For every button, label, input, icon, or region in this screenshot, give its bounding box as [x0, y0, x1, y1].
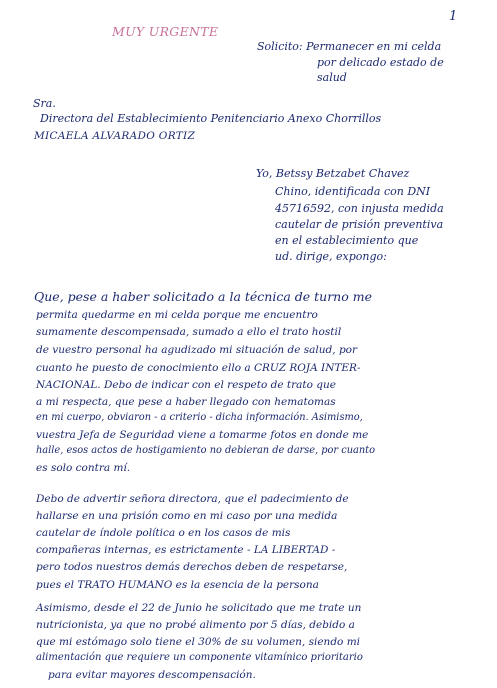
sender-line: 45716592, con injusta medida [275, 202, 444, 215]
paragraph-line: permita quedarme en mi celda porque me encuentro [36, 309, 318, 321]
paragraph-line: nutricionista, ya que no probé alimento por 5 días, debido a [36, 619, 355, 631]
paragraph-line: Asimismo, desde el 22 de Junio he solicitado que me trate un [36, 602, 362, 614]
addressee-line: Sra. [33, 97, 56, 110]
paragraph-line: cuanto he puesto de conocimiento ello a CRUZ ROJA INTER- [36, 362, 361, 374]
paragraph-line: NACIONAL. Debo de indicar con el respeto de trato que [36, 379, 336, 391]
subject-line: salud [317, 71, 347, 84]
sender-line: en el establecimiento que [275, 234, 419, 247]
sender-line: Yo, Betssy Betzabet Chavez [256, 167, 410, 180]
paragraph-line: pues el TRATO HUMANO es la esencia de la persona [36, 579, 319, 591]
paragraph-line: en mi cuerpo, obviaron - a criterio - dicha información. Asimismo, [36, 412, 363, 423]
paragraph-line: hallarse en una prisión como en mi caso por una medida [36, 510, 338, 522]
addressee-name: MICAELA ALVARADO ORTIZ [34, 130, 196, 142]
paragraph-line: es solo contra mí. [36, 462, 131, 474]
paragraph-line: cautelar de índole política o en los casos de mis [36, 527, 291, 539]
sender-line: Chino, identificada con DNI [275, 185, 431, 198]
paragraph-line: que mi estómago solo tiene el 30% de su volumen, siendo mi [36, 636, 361, 648]
paragraph-line: Que, pese a haber solicitado a la técnica de turno me [34, 289, 372, 304]
subject-line: Solicito: Permanecer en mi celda [257, 40, 442, 53]
paragraph-line: vuestra Jefa de Seguridad viene a tomarme fotos en donde me [36, 429, 369, 441]
sender-line: cautelar de prisión preventiva [275, 218, 444, 231]
paragraph-line: de vuestro personal ha agudizado mi situación de salud, por [36, 344, 358, 356]
paragraph-line: alimentación que requiere un componente vitamínico prioritario [36, 652, 363, 663]
paragraph-line: sumamente descompensada, sumado a ello el trato hostil [36, 326, 342, 338]
paragraph-line: compañeras internas, es estrictamente - LA LIBERTAD - [36, 544, 336, 556]
urgent-stamp: MUY URGENTE [112, 24, 219, 39]
paragraph-line: halle, esos actos de hostigamiento no debieran de darse, por cuanto [36, 445, 376, 456]
page-number: 1 [449, 9, 458, 24]
addressee-line: Directora del Establecimiento Penitenciario Anexo Chorrillos [40, 112, 382, 125]
paragraph-line: para evitar mayores descompensación. [48, 669, 256, 681]
sender-line: ud. dirige, expongo: [275, 250, 387, 263]
paragraph-line: a mi respecta, que pese a haber llegado con hematomas [36, 396, 336, 408]
paragraph-line: pero todos nuestros demás derechos deben de respetarse, [36, 561, 348, 573]
subject-line: por delicado estado de [317, 56, 444, 69]
paragraph-line: Debo de advertir señora directora, que el padecimiento de [36, 493, 349, 505]
